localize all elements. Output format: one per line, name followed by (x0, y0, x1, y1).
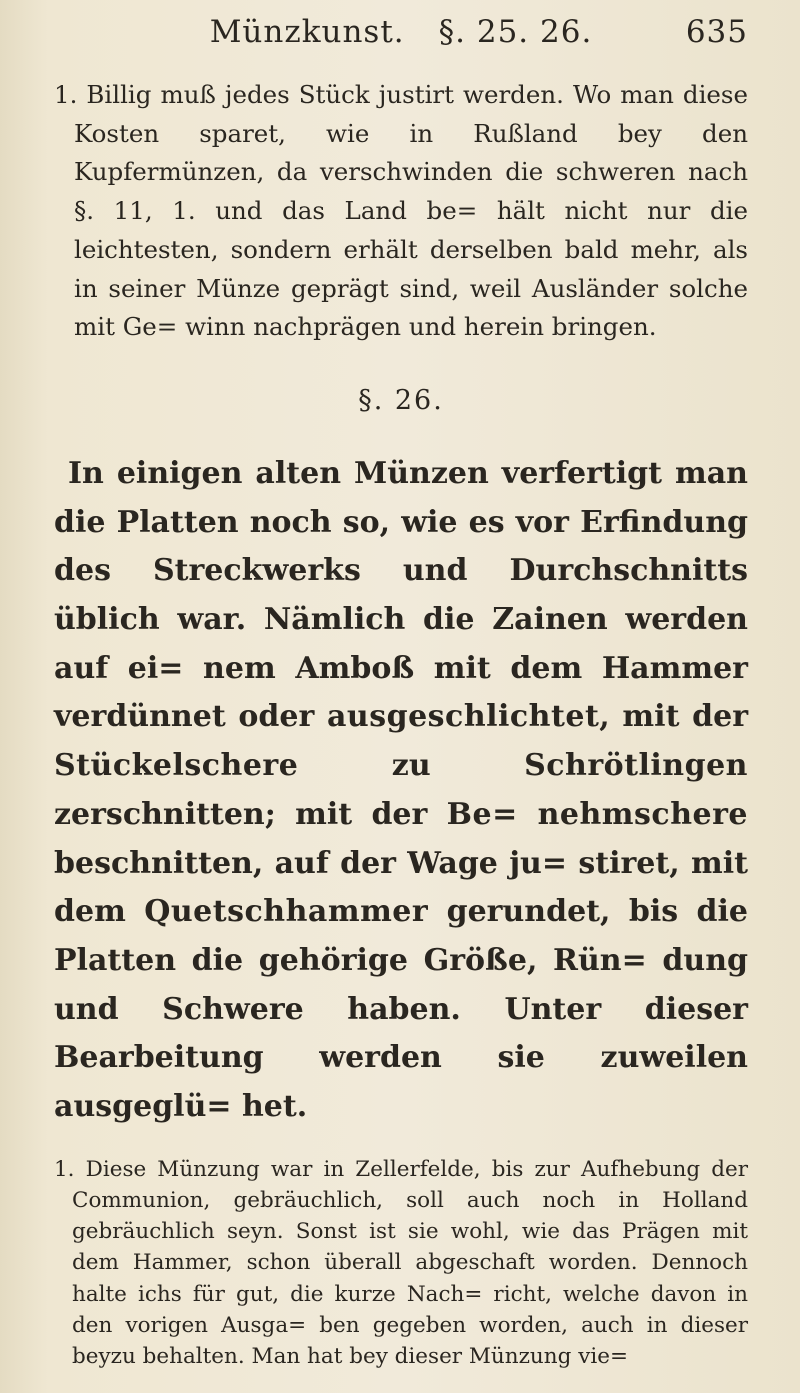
section-heading: §. 26. (358, 384, 444, 416)
term-schroetlingen: Schrötlingen (524, 748, 748, 784)
term-quetschhammer: Quetschhammer (144, 894, 429, 930)
page-number: 635 (685, 14, 748, 50)
body-text-part: gerundet, bis die Platten die gehörige Größe, Rün= dung und Schwere haben. Unter dieser Bearbeitung werden sie zuweilen ausgeglü= het. (54, 894, 748, 1125)
running-sections: §. 25. 26. (438, 14, 593, 50)
running-title: Münzkunst. (209, 14, 405, 50)
section-body (54, 450, 748, 1132)
footnote-paragraph-2: 1. Diese Münzung war in Zellerfelde, bis zur Aufhebung der Communion, gebräuchlich, soll auch noch in Holland gebräuchlich seyn. Sonst ist sie wohl, wie das Prägen mit dem Hammer, schon überall abgeschaft worden. Dennoch halte ichs für gut, die kurze Nach= richt, welche davon in den vorigen Ausga= ben gegeben worden, auch in dieser beyzu behalten. Man hat bey dieser Münzung vie= (54, 1156, 748, 1369)
body-text-part: In einigen alten Münzen verfertigt man die Platten noch so, wie es vor Erfindung des Streckwerks und Durchschnitts üblich war. Nämlich die Zainen werden auf ei= nem Amboß mit dem Hammer verdünnet oder (54, 455, 748, 735)
spacer (54, 1132, 748, 1154)
body-text-part: , mit der (599, 699, 748, 735)
running-head (54, 14, 748, 76)
body-text-part: zerschnitten; mit der (54, 796, 447, 832)
footnote-paragraph-1: 1. Billig muß jedes Stück justirt werden. Wo man diese Kosten sparet, wie in Rußland bey den Kupfermünzen, da verschwinden die schweren nach §. 11, 1. und das Land be= hält nicht nur die leichtesten, sondern erhält derselben bald mehr, als in seiner Münze geprägt sind, weil Ausländer solche mit Ge= winn nachprägen und herein bringen. (54, 80, 748, 342)
term-stueckelschere: Stückelschere (54, 748, 299, 784)
term-ausgeschlichtet: ausgeschlichtet (326, 699, 600, 735)
term-benehmschere: Be= nehmschere (446, 796, 748, 832)
body-text-part: zu (298, 748, 525, 784)
body-text-part: beschnitten, auf der Wage ju= stiret, mit dem (54, 845, 748, 930)
